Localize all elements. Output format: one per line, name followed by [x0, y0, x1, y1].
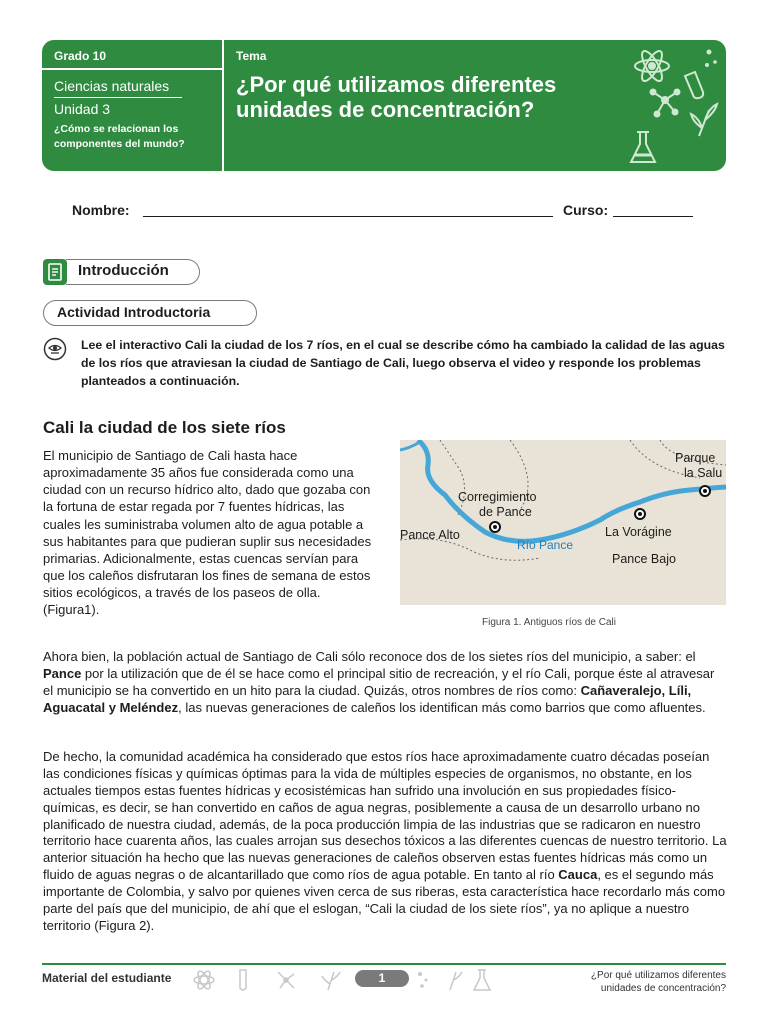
flask-icon [631, 132, 655, 162]
footer-divider [42, 963, 726, 965]
section-title: Cali la ciudad de los siete ríos [43, 418, 286, 437]
page-title: ¿Por qué utilizamos diferentes unidades de concentración? [236, 72, 557, 123]
grade-label: Grado 10 [54, 49, 107, 63]
map-label-la-salud: la Salu [684, 466, 723, 480]
map-label-corregimiento: Corregimiento [458, 490, 537, 504]
paragraph-2-text-c: por la utilización que de él se hace como el principal sitio de recreación, y el río Cali, porque éste al atravesar el municipio se ha convertido en un hito para la ciudad. Quizás, otros nombres de ríos como: [43, 665, 715, 698]
figure-caption: Figura 1. Antiguos ríos de Cali [482, 617, 616, 628]
intro-section-title: Introducción [78, 262, 169, 279]
paragraph-2 [43, 649, 728, 717]
name-field[interactable] [143, 216, 553, 217]
map-label-voragine: La Vorágine [605, 525, 672, 539]
activity-instructions: Lee el interactivo Cali la ciudad de los 7 ríos, en el cual se describe cómo ha cambiado la calidad de las aguas de los ríos que atraviesan la ciudad de Santiago de Cali, luego observa el video y responde los problemas planteados a continuación. [81, 338, 725, 388]
paragraph-3-bold-cauca: Cauca [558, 867, 598, 883]
footer-icons [188, 966, 498, 994]
activity-title: Actividad Introductoria [57, 304, 211, 320]
leaf-icon [691, 104, 717, 136]
footer-topic [530, 970, 726, 995]
atom-icon [194, 969, 214, 990]
header-divider-vertical [222, 40, 224, 171]
footer-topic-line1: ¿Por qué utilizamos diferentes [590, 970, 726, 981]
parque-marker-dot [703, 489, 707, 493]
dots-decoration [705, 50, 717, 68]
paragraph-2-text-e: , las nuevas generaciones de caleños los identifican más como barrios que como afluentes. [178, 699, 706, 715]
science-icons [627, 40, 726, 171]
molecule-icon [651, 90, 680, 117]
map-label-parque: Parque [675, 451, 716, 465]
test-tube-icon [240, 970, 246, 990]
cali-rivers-map [400, 440, 726, 605]
footer-topic-line2: unidades de concentración? [600, 982, 726, 994]
unit-question: ¿Cómo se relacionan los componentes del mundo? [54, 123, 185, 151]
page-number: 1 [355, 970, 409, 987]
corregimiento-marker-dot [493, 525, 497, 529]
molecule-icon [278, 972, 294, 988]
paragraph-2-bold-rivers: Cañaveralejo, Líli, Aguacatal y Meléndez [43, 682, 692, 715]
paragraph-2-text-a: Ahora bien, la población actual de Santiago de Cali sólo reconoce dos de los sietes ríos del municipio, a saber: el [43, 649, 696, 664]
map-label-pance-alto: Pance Alto [400, 528, 460, 542]
dots-decoration [418, 972, 428, 988]
voragine-marker-dot [638, 512, 642, 516]
header-divider-horizontal [42, 68, 222, 70]
leaf-icon [322, 972, 340, 990]
reading-icon [43, 337, 67, 361]
map-label-pance-bajo: Pance Bajo [612, 552, 676, 566]
paragraph-3-text-a: De hecho, la comunidad académica ha considerado que estos ríos hace aproximadamente cuatro décadas poseían las condiciones físicas y químicas óptimas para la vida de múltiples especies de organismos, no obstante, en los actuales tiempos estas fuentes hídricas y ecosistémicas han sufrido una involución en sus propiedades físico-químicas, es decir, se han convertido en caños de agua negras, posiblemente a causa de un desarrollo urbano no planificado de nuestra ciudad, además, de la poca producción limpia de las industrias que se radicaron en nuestro territorio hace cuarenta años, las cuales arrojan sus desechos tóxicos a las diferentes cuencas de nuestro territorio. La anterior situación ha hecho que las nuevas generaciones de caleños observen estas fuentes hídricas más como un fluido de aguas negras o de alcantarillado que como ríos de agua potable. En tanto al río [43, 749, 727, 883]
course-label: Curso: [563, 202, 609, 218]
paragraph-1: El municipio de Santiago de Cali hasta hace aproximadamente 35 años fue considerada como una ciudad con un recurso hídrico alto, dado que gozaba con la fortuna de estar regada por 7 fuentes hídricas, las cuales les suministraba volumen alto de agua potable a sus habitantes para que pudieran suplir sus necesidades primarias. Adicionalmente, estas cuencas servían para que los caleños disfrutaran los fines de semana de estos sitios ecológicos, a través de los paseos de olla. (Figura1). [43, 448, 372, 618]
flask-icon [474, 970, 490, 990]
footer-label: Material del estudiante [42, 971, 172, 985]
paragraph-3 [43, 749, 728, 935]
paragraph-2-bold-pance: Pance [43, 665, 82, 681]
paragraph-3-text-c: , es el segundo más importante de Colombia, y salvo por quienes viven cerca de sus riberas, esta característica hace recordarlo más como parte del país que del municipio, de ahí que el eslogan, “Cali la ciudad de los siete ríos”, ya no aplique a nuestro territorio (Figura 2). [43, 867, 726, 933]
unit-label: Unidad 3 [54, 101, 111, 117]
map-label-rio-pance: Río Pance [517, 538, 574, 552]
map-label-de-pance: de Pance [479, 505, 532, 519]
header-banner [42, 40, 726, 171]
subject-label: Ciencias naturales [54, 78, 170, 94]
course-field[interactable] [613, 216, 693, 217]
subject-underline [54, 97, 182, 98]
atom-icon [635, 48, 669, 83]
name-label: Nombre: [72, 202, 130, 218]
notebook-icon [43, 259, 67, 285]
leaf-icon-2 [450, 972, 462, 990]
topic-label: Tema [236, 49, 267, 63]
test-tube-icon [685, 72, 703, 98]
